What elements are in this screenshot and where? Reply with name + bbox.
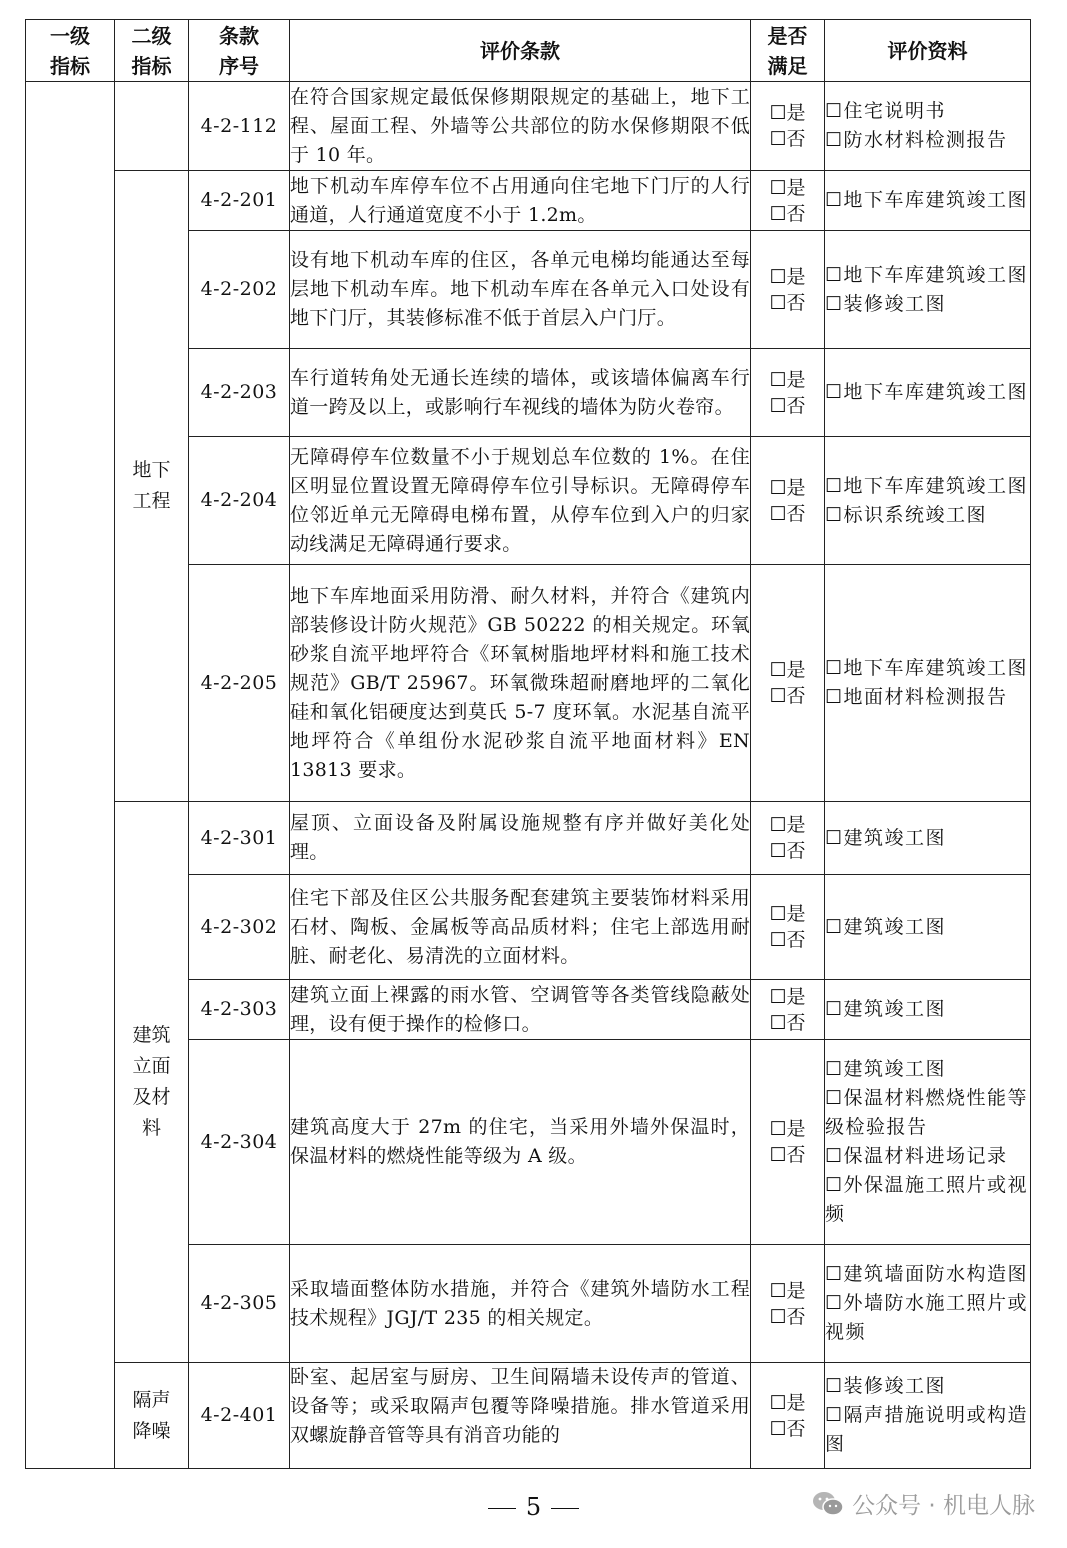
material-item: ☐地下车库建筑竣工图 <box>825 381 1029 403</box>
clause-code: 4-2-204 <box>189 437 290 565</box>
level2-facade: 建筑立面及材料 <box>115 802 189 1363</box>
material-item: ☐建筑竣工图 <box>825 1058 947 1080</box>
material-item: ☐建筑竣工图 <box>825 998 947 1020</box>
clause-content: 在符合国家规定最低保修期限规定的基础上，地下工程、屋面工程、外墙等公共部位的防水保修期限不低于 10 年。 <box>290 82 751 171</box>
material-item: ☐地下车库建筑竣工图 <box>825 657 1029 679</box>
material-item: ☐建筑竣工图 <box>825 915 947 938</box>
check-cell <box>751 1363 825 1469</box>
materials-cell <box>825 1363 1031 1469</box>
clause-code: 4-2-302 <box>189 875 290 980</box>
check-cell <box>751 437 825 565</box>
clause-content: 卧室、起居室与厨房、卫生间隔墙未设传声的管道、设备等；或采取隔声包覆等降噪措施。排水管道采用双螺旋静音管等具有消音功能的 <box>290 1363 751 1469</box>
materials-cell <box>825 565 1031 802</box>
check-cell <box>751 802 825 875</box>
footer-dash-right <box>551 1508 579 1509</box>
material-item: ☐保温材料燃烧性能等级检验报告 <box>825 1087 1029 1138</box>
level1-cell <box>26 82 115 1469</box>
yes-checkbox[interactable]: ☐是 <box>769 1391 806 1414</box>
footer-dash-left <box>488 1508 516 1509</box>
no-checkbox[interactable]: ☐否 <box>769 1011 806 1034</box>
check-cell <box>751 171 825 231</box>
material-item: ☐地下车库建筑竣工图 <box>825 189 1029 211</box>
material-item: ☐建筑竣工图 <box>825 826 947 849</box>
no-checkbox[interactable]: ☐否 <box>769 202 806 225</box>
no-checkbox[interactable]: ☐否 <box>769 291 806 314</box>
table-row <box>26 171 1031 231</box>
header-materials: 评价资料 <box>825 20 1031 82</box>
materials-cell <box>825 875 1031 980</box>
check-cell <box>751 565 825 802</box>
clause-content: 设有地下机动车库的住区，各单元电梯均能通达至每层地下机动车库。地下机动车库在各单元入口处设有地下门厅，其装修标准不低于首层入户门厅。 <box>290 231 751 349</box>
material-item: ☐外保温施工照片或视频 <box>825 1174 1029 1225</box>
clause-code: 4-2-203 <box>189 349 290 437</box>
clause-code: 4-2-202 <box>189 231 290 349</box>
table-row <box>26 82 1031 171</box>
watermark-text: 公众号 · 机电人脉 <box>852 1493 1035 1519</box>
check-cell <box>751 1040 825 1245</box>
level2-cell <box>115 82 189 171</box>
materials-cell <box>825 349 1031 437</box>
no-checkbox[interactable]: ☐否 <box>769 128 806 150</box>
materials-cell <box>825 1245 1031 1363</box>
header-level2: 二级指标 <box>115 20 189 82</box>
evaluation-table <box>25 19 1031 1469</box>
header-code: 条款序号 <box>189 20 290 82</box>
level2-noise: 隔声降噪 <box>115 1363 189 1469</box>
materials-cell <box>825 437 1031 565</box>
clause-code: 4-2-303 <box>189 980 290 1040</box>
material-item: ☐保温材料进场记录 <box>825 1145 1008 1167</box>
yes-checkbox[interactable]: ☐是 <box>769 176 806 199</box>
no-checkbox[interactable]: ☐否 <box>769 1417 806 1440</box>
clause-code: 4-2-401 <box>189 1363 290 1469</box>
material-item: ☐地下车库建筑竣工图 <box>825 474 1029 497</box>
watermark <box>812 1487 1035 1520</box>
yes-checkbox[interactable]: ☐是 <box>769 985 806 1008</box>
no-checkbox[interactable]: ☐否 <box>769 1144 806 1166</box>
clause-content: 建筑高度大于 27m 的住宅，当采用外墙外保温时，保温材料的燃烧性能等级为 A 级。 <box>290 1040 751 1245</box>
materials-cell <box>825 82 1031 171</box>
clause-code: 4-2-201 <box>189 171 290 231</box>
page-number: 5 <box>525 1493 542 1521</box>
material-item: ☐地下车库建筑竣工图 <box>825 263 1029 286</box>
header-level1: 一级指标 <box>26 20 115 82</box>
clause-code: 4-2-304 <box>189 1040 290 1245</box>
clause-code: 4-2-305 <box>189 1245 290 1363</box>
material-item: ☐标识系统竣工图 <box>825 503 988 526</box>
material-item: ☐建筑墙面防水构造图 <box>825 1263 1029 1285</box>
yes-checkbox[interactable]: ☐是 <box>769 814 806 836</box>
material-item: ☐隔声措施说明或构造图 <box>825 1404 1029 1455</box>
clause-content: 采取墙面整体防水措施，并符合《建筑外墙防水工程技术规程》JGJ/T 235 的相关规定。 <box>290 1245 751 1363</box>
yes-checkbox[interactable]: ☐是 <box>769 102 806 124</box>
materials-cell <box>825 171 1031 231</box>
clause-content: 地下车库地面采用防滑、耐久材料，并符合《建筑内部装修设计防火规范》GB 50222 的相关规定。环氧砂浆自流平地坪符合《环氧树脂地坪材料和施工技术规范》GB/T 25967。环氧微珠超耐磨地坪的二氧化硅和氧化铝硬度达到莫氏 5-7 度环氧。水泥基自流平地坪符合《单组份水泥砂浆自流平地面材料》EN 13813 要求。 <box>290 565 751 802</box>
check-cell <box>751 875 825 980</box>
no-checkbox[interactable]: ☐否 <box>769 1305 806 1328</box>
clause-code: 4-2-112 <box>189 82 290 171</box>
table-row <box>26 1363 1031 1469</box>
check-cell <box>751 82 825 171</box>
check-cell <box>751 231 825 349</box>
no-checkbox[interactable]: ☐否 <box>769 394 806 417</box>
material-item: ☐装修竣工图 <box>825 1375 947 1397</box>
yes-checkbox[interactable]: ☐是 <box>769 476 806 499</box>
table-row <box>26 802 1031 875</box>
header-satisfied: 是否满足 <box>751 20 825 82</box>
clause-content: 住宅下部及住区公共服务配套建筑主要装饰材料采用石材、陶板、金属板等高品质材料；住宅上部选用耐脏、耐老化、易清洗的立面材料。 <box>290 875 751 980</box>
header-row <box>26 20 1031 82</box>
clause-code: 4-2-301 <box>189 802 290 875</box>
material-item: ☐外墙防水施工照片或视频 <box>825 1292 1029 1343</box>
material-item: ☐住宅说明书 <box>825 100 947 122</box>
header-content: 评价条款 <box>290 20 751 82</box>
materials-cell <box>825 802 1031 875</box>
check-cell <box>751 980 825 1040</box>
clause-content: 建筑立面上裸露的雨水管、空调管等各类管线隐蔽处理，设有便于操作的检修口。 <box>290 980 751 1040</box>
materials-cell <box>825 231 1031 349</box>
clause-content: 屋顶、立面设备及附属设施规整有序并做好美化处理。 <box>290 802 751 875</box>
clause-content: 无障碍停车位数量不小于规划总车位数的 1%。在住区明显位置设置无障碍停车位引导标识。无障碍停车位邻近单元无障碍电梯布置，从停车位到入户的归家动线满足无障碍通行要求。 <box>290 437 751 565</box>
yes-checkbox[interactable]: ☐是 <box>769 659 806 681</box>
clause-code: 4-2-205 <box>189 565 290 802</box>
yes-checkbox[interactable]: ☐是 <box>769 903 806 925</box>
material-item: ☐防水材料检测报告 <box>825 129 1008 151</box>
level2-underground: 地下工程 <box>115 171 189 802</box>
material-item: ☐装修竣工图 <box>825 292 947 315</box>
no-checkbox[interactable]: ☐否 <box>769 840 806 862</box>
check-cell <box>751 1245 825 1363</box>
clause-content: 地下机动车库停车位不占用通向住宅地下门厅的人行通道，人行通道宽度不小于 1.2m。 <box>290 171 751 231</box>
no-checkbox[interactable]: ☐否 <box>769 502 806 525</box>
no-checkbox[interactable]: ☐否 <box>769 685 806 707</box>
yes-checkbox[interactable]: ☐是 <box>769 1279 806 1302</box>
materials-cell <box>825 980 1031 1040</box>
check-cell <box>751 349 825 437</box>
clause-content: 车行道转角处无通长连续的墙体，或该墙体偏离车行道一跨及以上，或影响行车视线的墙体为防火卷帘。 <box>290 349 751 437</box>
yes-checkbox[interactable]: ☐是 <box>769 265 806 288</box>
wechat-icon <box>812 1490 844 1518</box>
no-checkbox[interactable]: ☐否 <box>769 929 806 951</box>
material-item: ☐地面材料检测报告 <box>825 686 1008 708</box>
yes-checkbox[interactable]: ☐是 <box>769 368 806 391</box>
yes-checkbox[interactable]: ☐是 <box>769 1118 806 1140</box>
materials-cell <box>825 1040 1031 1245</box>
